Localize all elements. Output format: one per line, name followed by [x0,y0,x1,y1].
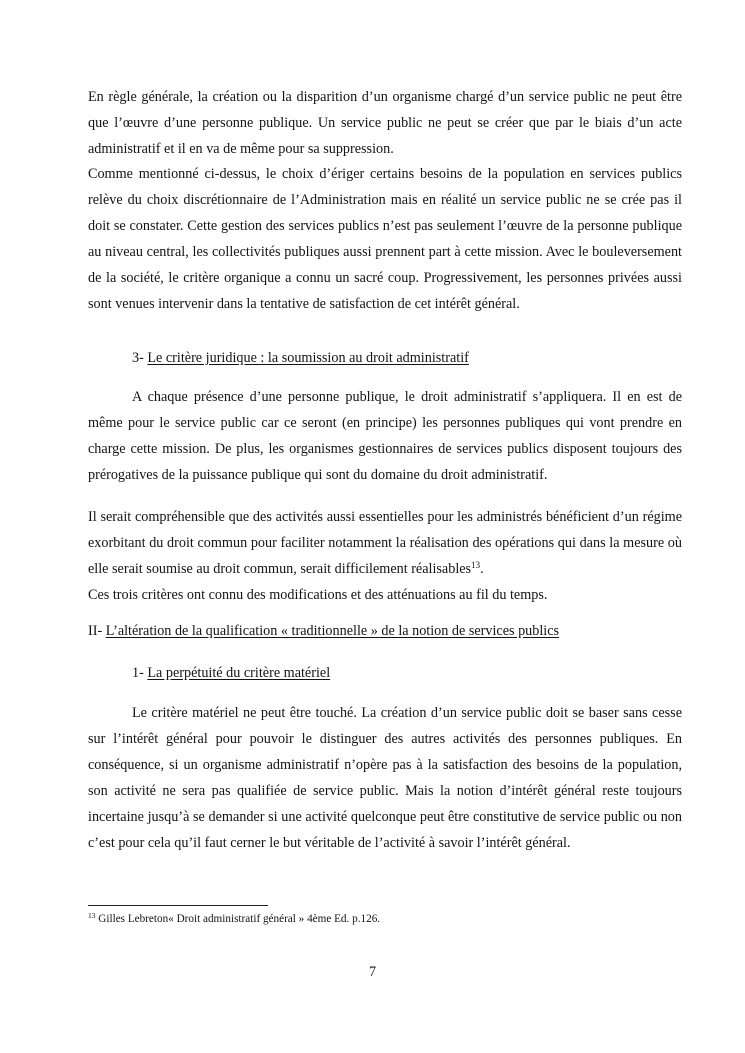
heading-legal-criterion [132,348,469,368]
paragraph-administrative-law: A chaque présence d’une personne publique, le droit administratif s’appliquera. Il en est de même pour le service public car ce seront (en principe) les personnes publiques qui vont prendre en charge cette mission. De plus, les organismes gestionnaires de services publics disposent toujours des prérogatives de la puissance publique qui sont du domaine du droit administratif. [88,389,682,483]
heading-material-criterion [132,663,330,683]
section-heading-number: II- [88,623,106,639]
paragraph-three-criteria: Ces trois critères ont connu des modifications et des atténuations au fil du temps. [88,587,548,603]
heading-material-criterion-title: La perpétuité du critère matériel [147,665,331,681]
footnote-reference: 13 [471,559,481,570]
paragraph-material-criterion: Le critère matériel ne peut être touché. La création d’un service public doit se baser sans cesse sur l’intérêt général pour pouvoir le distinguer des autres activités des personnes publiques. En conséquence, si un organisme administratif n’opère pas à la satisfaction des besoins de la population, son activité ne sera pas qualifiée de service public. Mais la notion d’intérêt général reste toujours incertaine jusqu’à se demander si une activité quelconque peut être constitutive de service public ou non c’est pour cela qu’il faut cerner le but véritable de l’activité à savoir l’intérêt général. [88,705,682,851]
paragraph-exorbitant-regime-end: . [480,560,484,577]
paragraph-organic-creation: En règle générale, la création ou la disparition d’un organisme chargé d’un service public ne peut être que l’œuvre d’une personne publique. Un service public ne peut se créer que par le biais d’un acte administratif et il en va de même pour sa suppression. [88,89,682,157]
heading-material-criterion-number: 1- [132,665,148,681]
section-heading-alteration [88,621,559,641]
footnote-text: Gilles Lebreton« Droit administratif général » 4ème Ed. p.126. [95,913,381,925]
paragraph-exorbitant-regime-text: Il serait compréhensible que des activités aussi essentielles pour les administrés bénéficient d’un régime exorbitant du droit commun pour faciliter notamment la réalisation des opérations qui dans la mesure où elle serait soumise au droit commun, serait difficilement réalisables [88,509,682,577]
footnote-separator [88,905,268,906]
page-number: 7 [368,964,377,980]
paragraph-organic-criterion: Comme mentionné ci-dessus, le choix d’ériger certains besoins de la population en services publics relève du choix discrétionnaire de l’Administration mais en réalité un service public ne se crée pas il doit se constater. Cette gestion des services publics n’est pas seulement l’œuvre de la personne publique au niveau central, les collectivités publiques aussi prennent part à cette mission. Avec le bouleversement de la société, le critère organique a connu un sacré coup. Progressivement, les personnes privées aussi sont venues intervenir dans la tentative de satisfaction de cet intérêt général. [88,166,682,312]
section-heading-title: L’altération de la qualification « traditionnelle » de la notion de services publics [105,623,560,639]
heading-legal-criterion-number: 3- [132,350,148,366]
footnote [88,912,380,926]
heading-legal-criterion-title: Le critère juridique : la soumission au droit administratif [147,350,469,366]
paragraph-exorbitant-regime [88,505,682,583]
footnote-number: 13 [88,911,96,920]
